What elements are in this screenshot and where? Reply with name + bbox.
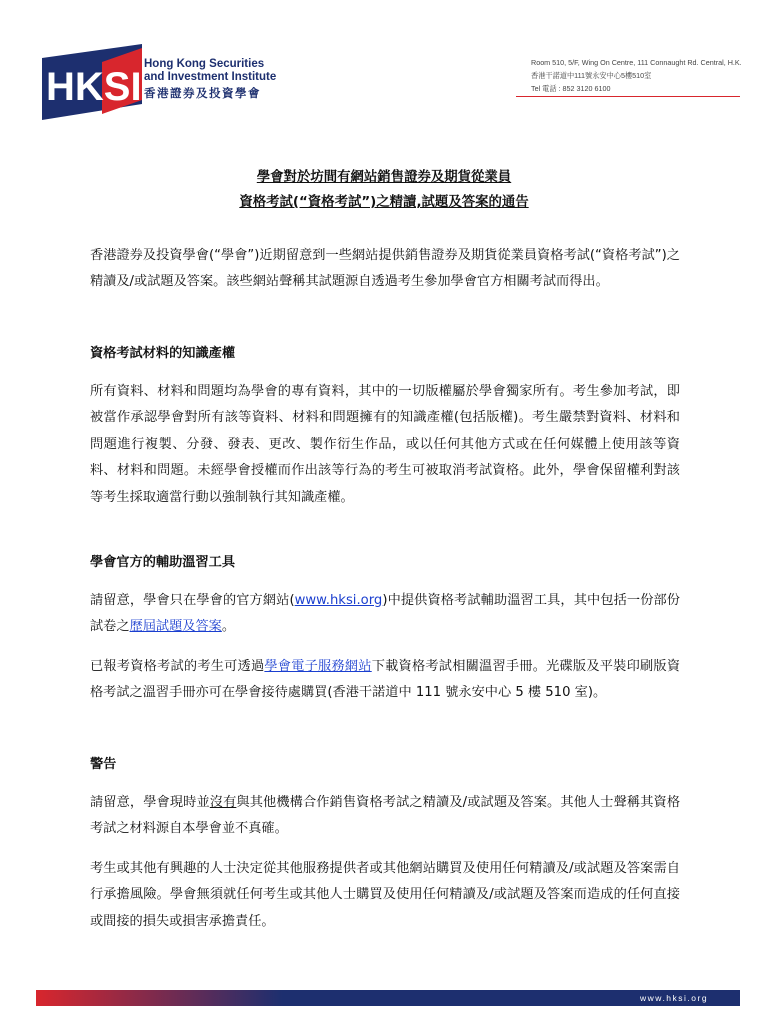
header-divider <box>516 96 740 97</box>
ip-paragraph: 所有資料、材料和問題均為學會的專有資料，其中的一切版權屬於學會獨家所有。考生參加考試，即被當作承認學會對所有該等資料、材料和問題擁有的知識產權(包括版權)。考生嚴禁對資料、材料和問題進行複製、分發、發表、更改、製作衍生作品，或以任何其他方式或在任何媒體上使用該等資料、材料和問題。未經學會授權而作出該等行為的考生可被取消考試資格。此外，學會保留權利對該等考生採取適當行動以強制執行其知識產權。 <box>90 384 680 505</box>
tools-heading: 學會官方的輔助溫習工具 <box>90 555 236 570</box>
eservices-link[interactable]: 學會電子服務網站 <box>264 659 372 674</box>
hksi-logo <box>42 44 292 120</box>
org-name-zh: 香港證券及投資學會 <box>144 86 261 100</box>
warning-p1-text-b: 與其他機構合作銷售資格考試之精讀及/或試題及答案。其他人士聲稱其資格考試之材料源自本學會並不真確。 <box>90 795 681 837</box>
hksi-website-link[interactable]: www.hksi.org <box>294 593 383 608</box>
notice-title-line2: 資格考試(“資格考試”)之精讀,試題及答案的通告 <box>239 195 529 210</box>
tools-p1-text-a: 請留意，學會只在學會的官方網站( <box>90 593 295 608</box>
org-name-en <box>144 58 276 84</box>
logo-mark-text: HKSI <box>46 65 142 109</box>
contact-address <box>531 56 742 95</box>
tools-p2-text-b: 下載資格考試相關溫習手冊。光碟版及平裝印刷版資格考試之溫習手冊亦可在學會接待處購買(香港干諾道中 111 號永安中心 5 樓 510 室)。 <box>90 659 681 701</box>
warning-p1-emphasis: 沒有 <box>209 795 237 810</box>
tools-p1-text-c: 。 <box>221 619 236 635</box>
org-name-en-line1: Hong Kong Securities <box>144 58 265 70</box>
notice-title-line1: 學會對於坊間有網站銷售證券及期貨從業員 <box>256 170 512 185</box>
intro-paragraph: 香港證券及投資學會(“學會”)近期留意到一些網站提供銷售證券及期貨從業員資格考試(“資格考試”)之精讀及/或試題及答案。該些網站聲稱其試題源自透過考生參加學會官方相關考試而得出。 <box>90 248 680 290</box>
warning-paragraph-2: 考生或其他有興趣的人士決定從其他服務提供者或其他網站購買及使用任何精讀及/或試題及答案需自行承擔風險。學會無須就任何考生或其他人士購買及使用任何精讀及/或試題及答案而造成的任何直接或間接的損失或損害承擔責任。 <box>90 861 680 929</box>
footer-url: www.hksi.org <box>640 993 709 1003</box>
warning-paragraph-1 <box>90 790 680 843</box>
hksi-logo-mark <box>42 44 142 120</box>
tools-p1-text-b: )中提供資格考試輔助溫習工具，其中包括一份部份試卷之 <box>90 593 680 635</box>
ip-heading: 資格考試材料的知識產權 <box>90 346 236 361</box>
org-name-en-line2: and Investment Institute <box>144 71 277 83</box>
tools-paragraph-1 <box>90 588 680 641</box>
warning-p1-text-a: 請留意，學會現時並 <box>90 795 210 810</box>
footer-bar <box>36 990 740 1006</box>
address-zh: 香港干諾道中111號永安中心5樓510室 <box>531 71 652 80</box>
telephone: Tel 電話 : 852 3120 6100 <box>531 84 611 93</box>
tools-p2-text-a: 已報考資格考試的考生可透過 <box>90 659 265 674</box>
tools-paragraph-2 <box>90 654 680 707</box>
address-en: Room 510, 5/F, Wing On Centre, 111 Connaught Rd. Central, H.K. <box>531 58 742 67</box>
past-papers-link[interactable]: 歷屆試題及答案 <box>129 619 222 635</box>
warning-heading: 警告 <box>90 757 117 772</box>
